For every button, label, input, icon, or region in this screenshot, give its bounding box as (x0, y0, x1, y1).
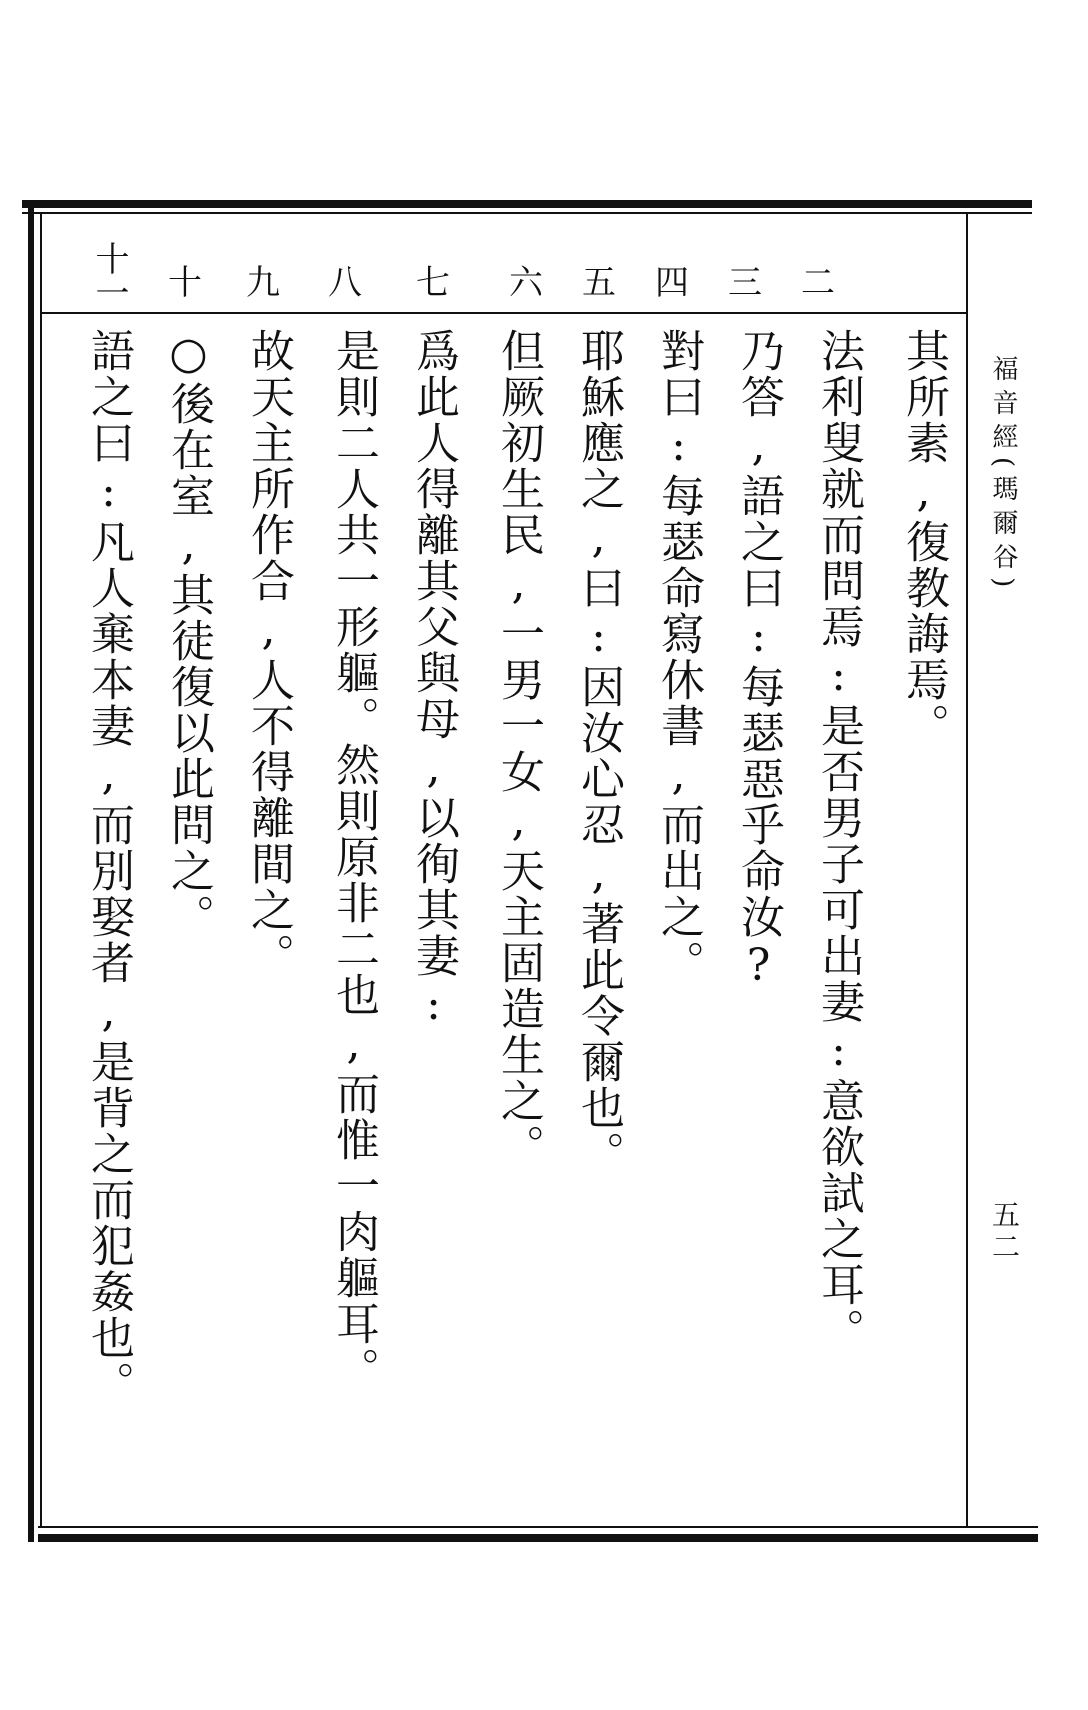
text-column: 耶穌應之,曰:因汝心忍,著此令爾也。 (573, 328, 624, 1177)
text-column: 其所素,復教誨焉。 (898, 328, 949, 749)
verse-number: 三 (728, 263, 762, 303)
verse-number: 十一 (89, 241, 129, 309)
text-column: 對曰:每瑟命寫休書,而出之。 (653, 328, 704, 986)
frame-left-inner-border (40, 214, 42, 1526)
text-column: 是則二人共一形軀。然則原非二也,而惟一肉軀耳。 (328, 328, 379, 1393)
text-column: 爲此人得離其父與母,以徇其妻: (408, 328, 459, 1032)
top-thin-rule (22, 212, 1032, 214)
bottom-thin-rule (38, 1526, 1038, 1528)
frame-left-border (28, 200, 34, 1542)
text-column: 但厥初生民,一男一女,天主固造生之。 (493, 328, 544, 1170)
running-head: 福音經(瑪爾谷) (988, 355, 1018, 596)
verse-number-divider (42, 312, 966, 314)
verse-number: 八 (328, 263, 362, 303)
text-column: 語之曰:凡人棄本妻,而別娶者,是背之而犯姦也。 (83, 328, 134, 1407)
text-column: ○後在室,其徒復以此問之。 (163, 328, 214, 940)
page-number: 五二 (988, 1200, 1021, 1264)
text-column: 法利叟就而問焉:是否男子可出妻:意欲試之耳。 (813, 328, 864, 1354)
verse-number: 二 (801, 263, 835, 303)
verse-number: 六 (509, 263, 543, 303)
verse-number: 九 (246, 263, 280, 303)
verse-number: 十 (168, 263, 202, 303)
text-column: 乃答,語之曰:每瑟惡乎命汝? (733, 328, 784, 993)
bottom-heavy-rule (38, 1534, 1038, 1542)
text-column: 故天主所作合,人不得離間之。 (243, 328, 294, 979)
verse-number: 五 (582, 263, 616, 303)
frame-right-border (966, 212, 968, 1528)
verse-number: 七 (416, 263, 450, 303)
top-heavy-rule (22, 200, 1032, 208)
verse-number: 四 (655, 263, 689, 303)
